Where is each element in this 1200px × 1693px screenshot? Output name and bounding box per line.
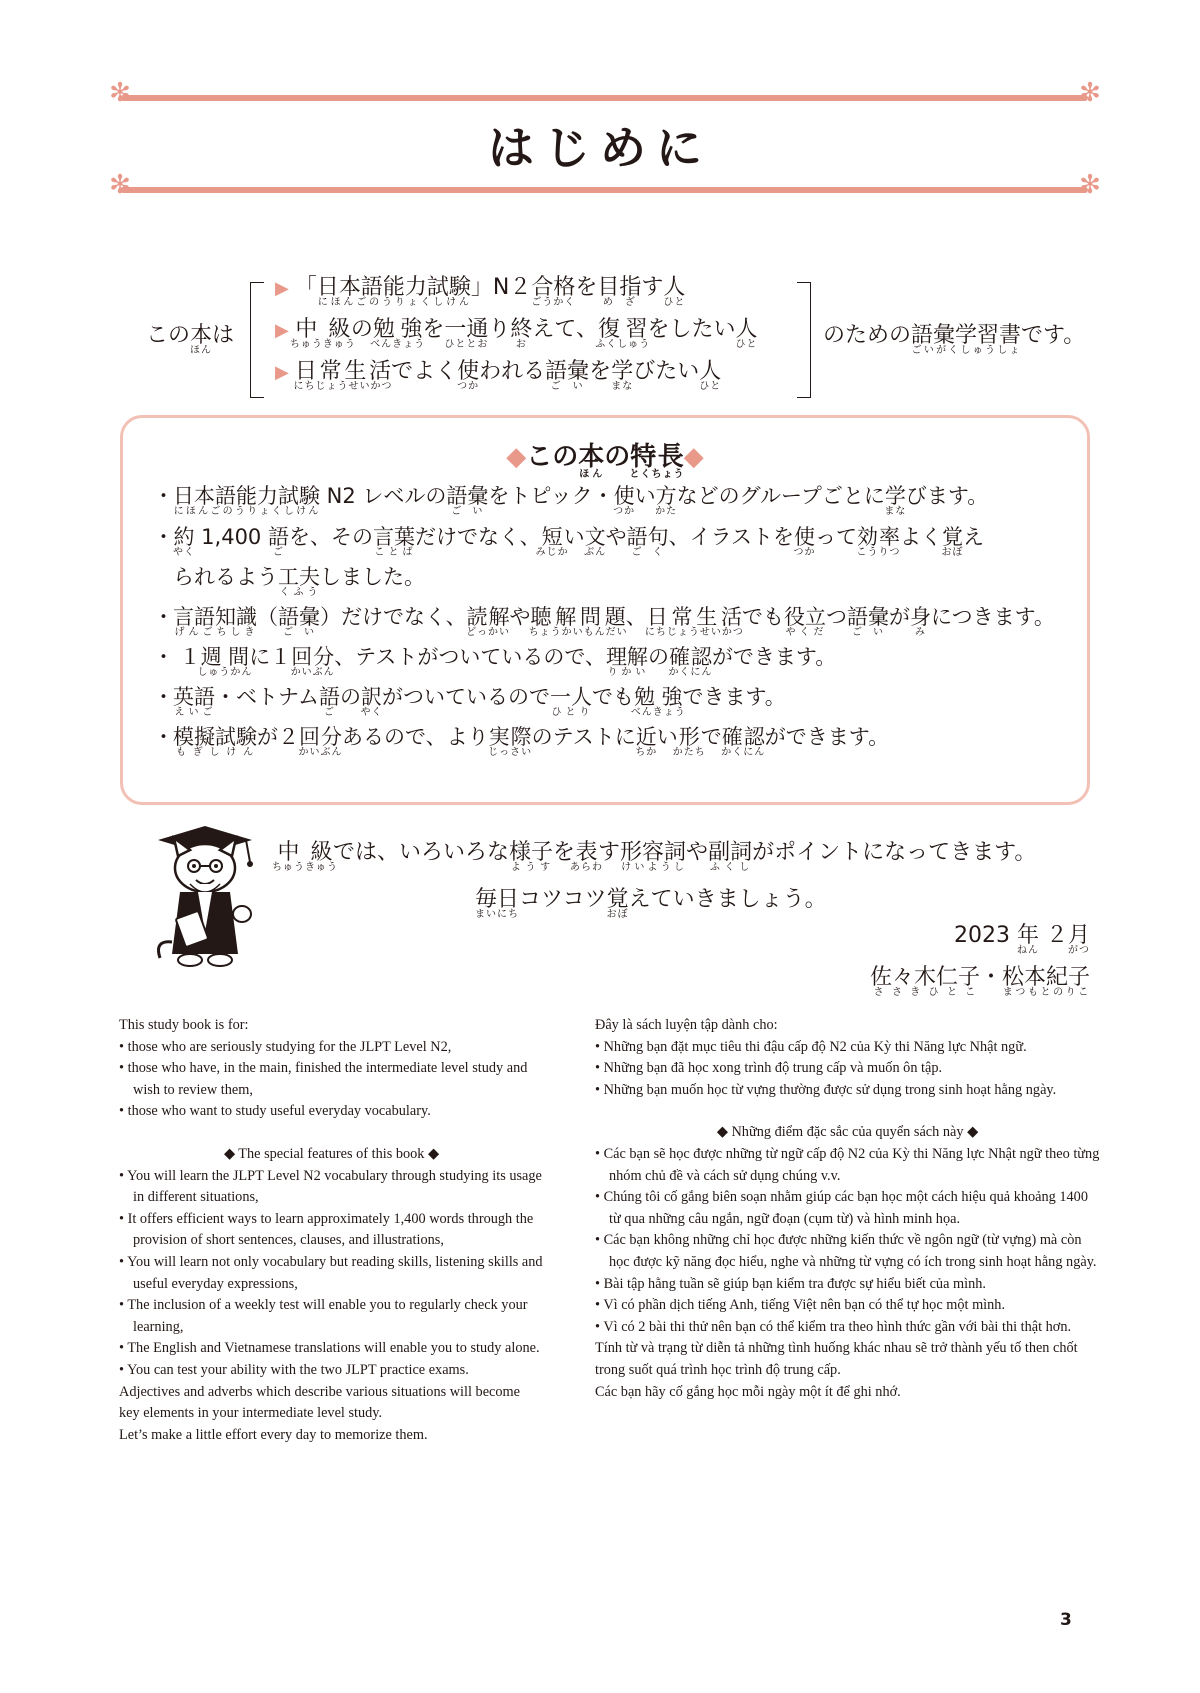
list-item: • Chúng tôi cố gắng biên soạn nhằm giúp các bạn học một cách hiệu quả khoảng 1400 từ qua những câu ngắn, ngữ đoạn (cụm từ) và hình minh họa. xyxy=(595,1187,1100,1230)
diamond-icon: ◆ xyxy=(506,442,527,472)
english-closing: Let’s make a little effort every day to memorize them. xyxy=(119,1426,428,1443)
target-item xyxy=(275,270,685,307)
english-features-list xyxy=(119,1166,544,1382)
bullet: ・ xyxy=(153,484,174,508)
ornament-icon: ✻ xyxy=(1079,78,1101,108)
target-item xyxy=(275,354,721,391)
list-item: • The English and Vietnamese translations will enable you to study alone. xyxy=(119,1338,544,1360)
closing-line-2: 毎日まいにちコツコツ覚おぼえていきましょう。 xyxy=(475,887,827,920)
list-item: • You can test your ability with the two JLPT practice exams. xyxy=(119,1360,544,1382)
feature-text: 言語知識げんごちしき（語彙ごい）だけでなく、読解どっかいや聴解問題ちょうかいもんだい、日常生活にちじょうせいかつでも役立やくだつ語彙ごいが身みにつきます。 xyxy=(173,605,1055,638)
feature-text: 英語えいご・ベトナム語ごの訳やくがついているので一人ひとりでも勉強べんきょうできます。 xyxy=(173,685,786,718)
title-rule-bottom xyxy=(120,187,1088,193)
closing-line-1: 中級ちゅうきゅうでは、いろいろな様子ようすを表あらわす形容詞けいようしや副詞ふくしがポイントになってきます。 xyxy=(272,840,1037,873)
list-item: • Những bạn đặt mục tiêu thi đậu cấp độ N2 của Kỳ thi Năng lực Nhật ngữ. xyxy=(595,1037,1100,1059)
list-item: • You will learn the JLPT Level N2 vocabulary through studying its usage in different situations, xyxy=(119,1166,544,1209)
bullet: ・ xyxy=(153,525,174,549)
english-intro: This study book is for: xyxy=(119,1017,249,1033)
english-features-heading: ◆ The special features of this book ◆ xyxy=(223,1145,440,1162)
title-rule-top xyxy=(120,95,1088,101)
list-item: • those who are seriously studying for the JLPT Level N2, xyxy=(119,1037,544,1059)
features-heading-text: この本ほんの特長とくちょう xyxy=(526,442,685,480)
feature-item xyxy=(153,641,836,677)
list-item: • those who have, in the main, finished the intermediate level study and wish to review them, xyxy=(119,1058,544,1101)
authors: 佐々木仁子ささきひとこ・松本紀子まつもとのりこ xyxy=(869,965,1090,998)
vietnamese-audience-list xyxy=(595,1037,1100,1102)
vietnamese-features-heading: ◆ Những điểm đặc sắc của quyển sách này ◆ xyxy=(716,1124,979,1141)
feature-text: 日本語能力試験にほんごのうりょくしけん N2 レベルの語彙ごいをトピック・使つかい方かたなどのグループごとに学まなびます。 xyxy=(173,484,989,517)
target-item xyxy=(275,312,758,349)
bullet: ・ xyxy=(153,685,174,709)
page-number: 3 xyxy=(1060,1610,1072,1630)
feature-text: １週間しゅうかんに１回分かいぶん、テストがついているので、理解りかいの確認かくにんができます。 xyxy=(173,645,837,678)
target-item-text: 「日本語能力試験にほんごのうりょくしけん」N２合格ごうかくを目指めざす人ひと xyxy=(294,275,686,308)
triangle-right-icon: ▶ xyxy=(275,278,289,299)
list-item: • It offers efficient ways to learn approximately 1,400 words through the provision of short sentences, clauses, and illustrations, xyxy=(119,1209,544,1252)
features-heading xyxy=(123,436,1087,479)
list-item: • Bài tập hằng tuần sẽ giúp bạn kiểm tra được sự hiểu biết của mình. xyxy=(595,1274,1100,1296)
bracket-right xyxy=(797,282,811,398)
features-box xyxy=(120,415,1090,805)
vietnamese-closing: Các bạn hãy cố gắng học mỗi ngày một ít để ghi nhớ. xyxy=(595,1383,901,1400)
intro-right: のための語彙学習書ごいがくしゅうしょです。 xyxy=(823,323,1086,356)
ornament-icon: ✻ xyxy=(109,78,131,108)
bracket-left xyxy=(250,282,264,398)
list-item: • Các bạn sẽ học được những từ ngữ cấp độ N2 của Kỳ thi Năng lực Nhật ngữ theo từng nhóm chủ đề và cách sử dụng chúng v.v. xyxy=(595,1144,1100,1187)
vietnamese-column xyxy=(595,1015,1100,1403)
bullet: ・ xyxy=(153,605,174,629)
feature-item xyxy=(153,521,984,557)
english-closing: Adjectives and adverbs which describe various situations will become key elements in your intermediate level study. xyxy=(119,1383,520,1422)
ornament-icon: ✻ xyxy=(109,170,131,200)
english-column xyxy=(119,1015,544,1446)
target-audience xyxy=(0,270,1200,410)
page-title: はじめに xyxy=(488,121,712,175)
feature-item xyxy=(153,480,988,516)
vietnamese-closing: Tính từ và trạng từ diễn tả những tình huống khác nhau sẽ trở thành yếu tố then chốt trong suốt quá trình học trình độ trung cấp. xyxy=(595,1340,1078,1378)
feature-item xyxy=(153,721,889,757)
list-item: • Những bạn đã học xong trình độ trung cấp và muốn ôn tập. xyxy=(595,1058,1100,1080)
feature-text: られるよう工夫くふうしました。 xyxy=(173,565,425,598)
date: 2023 年ねん ２月がつ xyxy=(953,923,1090,956)
target-item-text: 中級ちゅうきゅうの勉強べんきょうを一通ひととおり終おえて、復習ふくしゅうをしたい人ひと xyxy=(289,317,758,350)
list-item: • Những bạn muốn học từ vựng thường được sử dụng trong sinh hoạt hằng ngày. xyxy=(595,1080,1100,1102)
list-item: • The inclusion of a weekly test will enable you to regularly check your learning, xyxy=(119,1295,544,1338)
vietnamese-features-list xyxy=(595,1144,1100,1338)
list-item: • Vì có 2 bài thi thử nên bạn có thể kiểm tra theo hình thức gần với bài thi thật hơn. xyxy=(595,1317,1100,1339)
feature-item xyxy=(153,601,1055,637)
bullet: ・ xyxy=(153,645,174,669)
intro-left: この本ほんは xyxy=(146,323,235,356)
diamond-icon: ◆ xyxy=(683,442,704,472)
cat-graduate-mascot-icon xyxy=(150,822,260,972)
list-item: • Các bạn không những chỉ học được những kiến thức về ngôn ngữ (từ vựng) mà còn học được kỹ năng đọc hiểu, nghe và những từ vựng có ích trong sinh hoạt hằng ngày. xyxy=(595,1230,1100,1273)
feature-text: 約やく 1,400 語ごを、その言葉ことばだけでなく、短みじかい文ぶんや語句ごく、イラストを使つかって効率こうりつよく覚おぼえ xyxy=(173,525,984,558)
bullet: ・ xyxy=(153,725,174,749)
target-item-text: 日常生活にちじょうせいかつでよく使つかわれる語彙ごいを学まなびたい人ひと xyxy=(293,359,722,392)
triangle-right-icon: ▶ xyxy=(275,320,289,341)
list-item: • those who want to study useful everyday vocabulary. xyxy=(119,1101,544,1123)
vietnamese-intro: Đây là sách luyện tập dành cho: xyxy=(595,1017,778,1033)
feature-item-continued xyxy=(153,561,425,597)
feature-item xyxy=(153,681,786,717)
feature-text: 模擬試験もぎしけんが２回分かいぶんあるので、より実際じっさいのテストに近ちかい形かたちで確認かくにんができます。 xyxy=(173,725,890,758)
list-item: • You will learn not only vocabulary but reading skills, listening skills and useful everyday expressions, xyxy=(119,1252,544,1295)
list-item: • Vì có phần dịch tiếng Anh, tiếng Việt nên bạn có thể tự học một mình. xyxy=(595,1295,1100,1317)
triangle-right-icon: ▶ xyxy=(275,362,289,383)
ornament-icon: ✻ xyxy=(1079,170,1101,200)
english-audience-list xyxy=(119,1037,544,1123)
